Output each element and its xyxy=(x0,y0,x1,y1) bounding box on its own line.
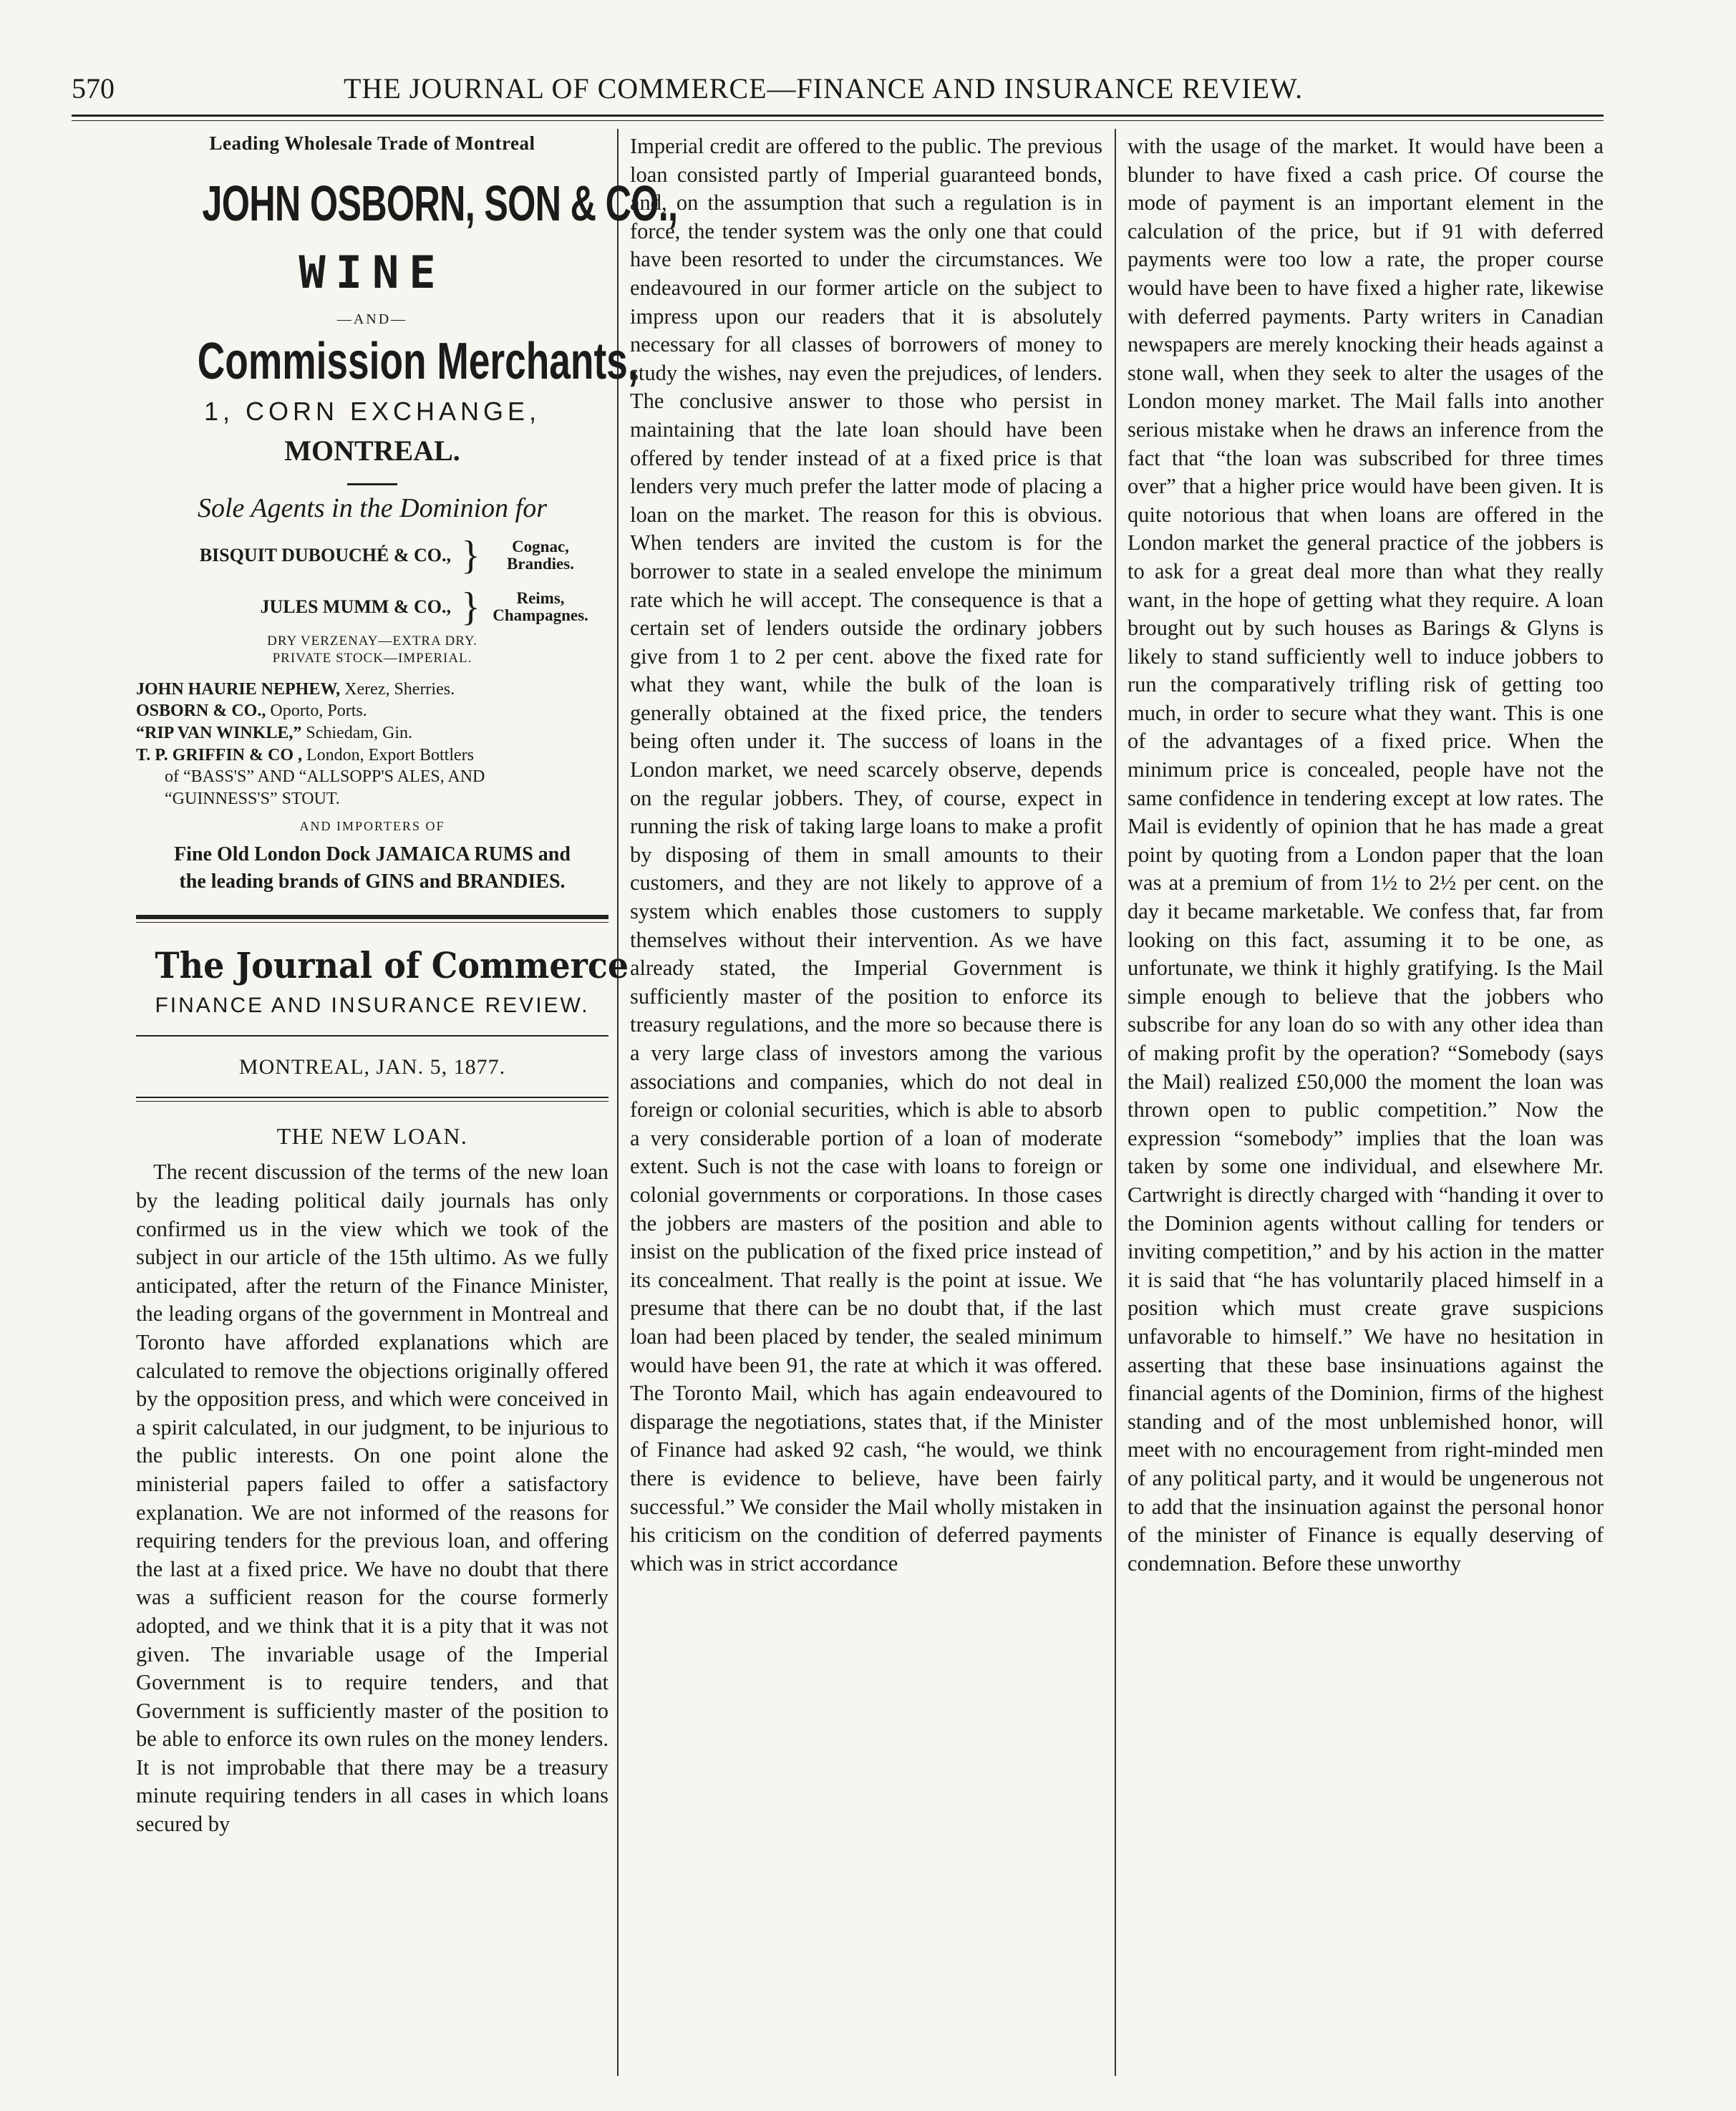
agent-name: JULES MUMM & CO., xyxy=(260,596,451,617)
column-2 xyxy=(630,132,1102,1578)
ad-line-name: OSBORN & CO., xyxy=(136,702,266,721)
ad-line-name: JOHN HAURIE NEPHEW, xyxy=(136,679,341,699)
ad-mumm-line: DRY VERZENAY—EXTRA DRY. xyxy=(267,634,477,649)
article-text-col2 xyxy=(630,132,1102,1578)
ad-line xyxy=(136,744,608,767)
ad-line-detail: “GUINNESS'S” STOUT. xyxy=(165,790,340,809)
ad-line-detail: of “BASS'S” AND “ALLSOPP'S ALES, AND xyxy=(165,767,485,787)
ad-fine-line: the leading brands of GINS and BRANDIES. xyxy=(179,870,566,893)
ad-mumm-line: PRIVATE STOCK—IMPERIAL. xyxy=(272,650,472,666)
brace-icon: } xyxy=(461,585,480,629)
ad-wine: WINE xyxy=(299,246,446,299)
header-rule xyxy=(72,115,1604,117)
ad-line xyxy=(136,700,608,722)
column-3 xyxy=(1128,132,1604,1578)
agent-product: Champagnes. xyxy=(493,606,588,624)
ad-short-rule xyxy=(347,483,397,485)
dateline: MONTREAL, JAN. 5, 1877. xyxy=(238,1055,506,1079)
agent-products xyxy=(480,538,601,573)
masthead-rule xyxy=(136,915,608,919)
ad-line xyxy=(136,722,608,744)
ad-mumm-lines xyxy=(136,633,608,667)
ad-banner: Leading Wholesale Trade of Montreal xyxy=(209,132,535,154)
article-paragraph: The recent discussion of the terms of the new loan by the leading political daily journals has only confirmed us in the view which we took of the subject in our article of the 15th ultimo. As we fully anticipated, after the return of the Finance Minister, the leading organs of the government in Montreal and Toronto have afforded explanations which are calculated to remove the objections originally offered by the opposition press, and which were conceived in a spirit calculated, in our judgment, to be injurious to the public interests. On one point alone the ministerial papers failed to offer a satisfactory explanation. We are not informed of the reasons for requiring tenders for the previous loan, and offering the last at a fixed price. We have no doubt that there was a sufficient reason for the course formerly adopted, and we think that it is a pity that it was not given. The invariable usage of the Imperial Government is to require tenders, and that Government is sufficiently master of the position to be able to enforce its own rules on the money lenders. It is not improbable that there may be a treasury minute requiring tenders in all cases in which loans secured by xyxy=(136,1160,608,1837)
ad-line-name: “RIP VAN WINKLE,” xyxy=(136,723,302,742)
ad-line-detail: Xerez, Sherries. xyxy=(340,679,455,699)
masthead-rule-thin xyxy=(136,922,608,923)
ad-firm-name: JOHN OSBORN, SON & CO., xyxy=(202,175,678,231)
ad-line-detail: London, Export Bottlers xyxy=(302,745,474,765)
column-divider-2 xyxy=(1115,129,1116,2076)
masthead-subtitle: FINANCE AND INSURANCE REVIEW. xyxy=(155,994,590,1018)
page-number: 570 xyxy=(72,72,115,105)
header-rule-thin xyxy=(72,120,1604,121)
column-1 xyxy=(136,132,678,1839)
dateline-rule-bottom-thin xyxy=(136,1101,608,1102)
ad-sole-agents: Sole Agents in the Dominion for xyxy=(198,493,547,523)
masthead-title: The Journal of Commerce xyxy=(155,944,629,987)
ad-line-name: T. P. GRIFFIN & CO , xyxy=(136,745,303,765)
ad-line xyxy=(136,788,608,810)
page-header xyxy=(72,66,1604,109)
ad-other-agencies xyxy=(136,679,608,810)
agent-name: BISQUIT DUBOUCHÉ & CO., xyxy=(199,545,451,566)
ad-city: MONTREAL. xyxy=(284,435,460,467)
agent-row xyxy=(136,535,608,576)
agent-product: Cognac, xyxy=(512,537,569,555)
ad-fine-line: Fine Old London Dock JAMAICA RUMS and xyxy=(174,843,571,865)
ad-line-detail: Schiedam, Gin. xyxy=(301,723,413,742)
ad-merchants: Commission Merchants, xyxy=(197,333,639,390)
ad-importers: AND IMPORTERS OF xyxy=(299,818,445,833)
agent-product: Brandies. xyxy=(507,555,574,573)
article-text-col1 xyxy=(136,1158,608,1838)
ad-address: 1, CORN EXCHANGE, xyxy=(203,397,541,426)
dateline-rule xyxy=(136,1035,608,1037)
article-paragraph: Imperial credit are offered to the public. The previous loan consisted partly of Imperial guaranteed bonds, and, on the assumption that such a regulation is in force, the tender system was the only one that could have been resorted to under the circumstances. We endeavoured in our former article on the subject to impress upon our readers that it is absolutely necessary for all classes of borrowers of money to study the wishes, nay even the prejudices, of lenders. The conclusive answer to those who persist in maintaining that the late loan should have been offered by tender instead of at a fixed price is that lenders very much prefer the latter mode of placing a loan on the market. The reason for this is obvious. When tenders are invited the custom is for the borrower to state in a sealed envelope the minimum rate which he will accept. The consequence is that a certain set of lenders outside the ordinary jobbers give from 1 to 2 per cent. above the fixed rate for what they want, while the bulk of the loan is generally obtained at the fixed price, the tenders being often under it. The success of loans in the London market, we need scarcely observe, depends on the regular jobbers. They, of course, expect in running the risk of taking large loans to make a profit by disposing of them in small amounts to their customers, and they are not likely to approve of a system which enables those customers to supply themselves without their intervention. As we have already stated, the Imperial Government is sufficiently master of the position to enforce its treasury regulations, and the more so because there is a very large class of investors among the various associations and companies, which do not deal in foreign or colonial securities, which is able to absorb a very considerable portion of a loan of moderate extent. Such is not the case with loans to foreign or colonial governments or corporations. In those cases the jobbers are masters of the position and able to insist on the publication of the fixed price instead of its concealment. That really is the point at issue. We presume that there can be no doubt that, if the last loan had been placed by tender, the sealed minimum would have been 91, the rate at which it was offered. The Toronto Mail, which has again endeavoured to disparage the negotiations, states that, if the Minister of Finance had asked 92 cash, “he would, we think there is evidence to believe, have been fairly successful.” We consider the Mail wholly mistaken in his criticism on the condition of deferred payments which was in strict accordance xyxy=(630,134,1102,1576)
brace-icon: } xyxy=(461,533,480,578)
ad-line xyxy=(136,679,608,701)
ad-line-detail: Oporto, Ports. xyxy=(266,702,367,721)
agent-row xyxy=(136,587,608,627)
ad-fine-lines xyxy=(136,841,608,896)
article-title: THE NEW LOAN. xyxy=(276,1123,468,1150)
agent-product: Reims, xyxy=(516,588,565,607)
column-divider-1 xyxy=(617,129,619,2076)
agent-products xyxy=(480,590,601,624)
ad-and: —AND— xyxy=(336,311,408,327)
advertisement xyxy=(136,132,678,895)
ad-line xyxy=(136,766,608,788)
article-paragraph: with the usage of the market. It would have been a blunder to have fixed a cash price. Of course the mode of payment is an important element in the calculation of the price, but if 91 with deferred payments were too low a rate, the proper course would have been to have fixed a higher rate, likewise with deferred payments. Party writers in Canadian newspapers are merely knocking their heads against a stone wall, when they seek to alter the usages of the London money market. The Mail falls into another serious mistake when he draws an inference from the fact that “the loan was subscribed for three times over” that a higher price would have been given. It is quite notorious that when loans are offered in the London market the general practice of the jobbers is to ask for a great deal more than what they really want, in the hope of getting what they require. A loan brought out by such houses as Barings & Glyns is likely to stand sufficiently well to induce jobbers to run the comparatively trifling risk of getting too much, in order to secure what they want. This is one of the advantages of a fixed price. When the minimum price is concealed, people have not the same confidence in tendering except at low rates. The Mail is evidently of opinion that he has made a great point by quoting from a London paper that the loan was at a premium of from 1½ to 2½ per cent. on the day it became marketable. We confess that, far from looking on this fact, assuming it to be one, as unfortunate, we think it highly gratifying. Is the Mail simple enough to believe that the jobbers who subscribe for any loan do so with any other idea than of making profit by the operation? “Somebody (says the Mail) realized £50,000 the moment the loan was thrown open to public competition.” Now the expression “somebody” implies that the loan was taken by some one individual, and elsewhere Mr. Cartwright is directly charged with “handing it over to the Dominion agents without calling for tenders or inviting competition,” and by his action in the matter it is said that “he has voluntarily placed himself in a position which must create grave suspicions unfavorable to himself.” We have no hesitation in asserting that these base insinuations against the financial agents of the Dominion, firms of the highest standing and of the most unblemished honor, will meet with no encouragement from right-minded men of any political party, and it would be ungenerous not to add that the insinuation against the personal honor of the minister of Finance is equally deserving of condemnation. Before these unworthy xyxy=(1128,134,1604,1576)
article-text-col3 xyxy=(1128,132,1604,1578)
dateline-rule-bottom xyxy=(136,1097,608,1098)
running-title: THE JOURNAL OF COMMERCE—FINANCE AND INSURANCE REVIEW. xyxy=(344,72,1304,105)
